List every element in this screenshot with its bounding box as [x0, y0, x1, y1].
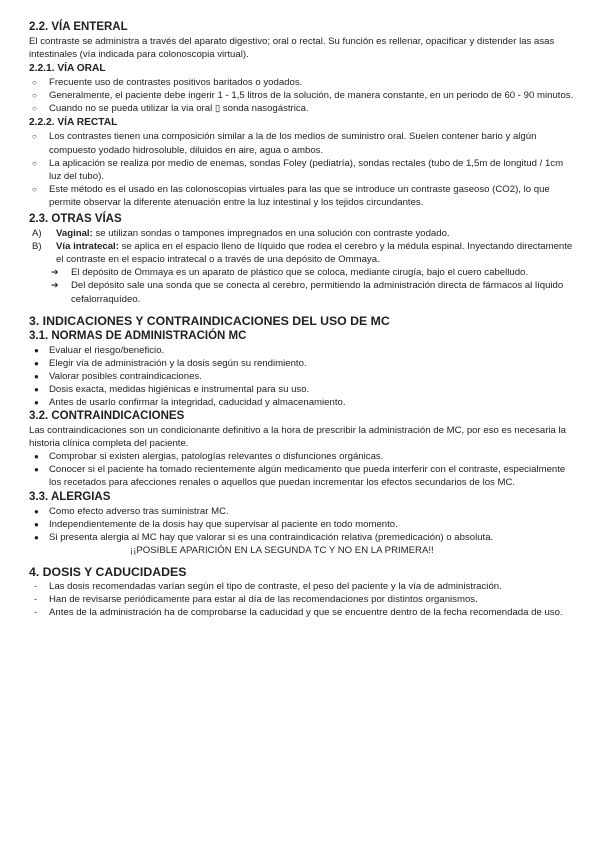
list-item: B) Vía intratecal: se aplica en el espacio lleno de líquido que rodea el cerebro y la médula espinal. Inyectando directamente el contraste en el espacio intratecal o a través de una depósito de Ommaya.: [32, 241, 573, 266]
bullet-icon: ●: [34, 532, 39, 542]
list-item: ● Conocer si el paciente ha tomado recientemente algún medicamento que pueda interferir con el contraste, especialmente los recetados para afecciones renales o aquellos que puedan incrementar los efectos secundarios de los MC.: [34, 464, 566, 489]
list-item: - Las dosis recomendadas varían según el tipo de contraste, el peso del paciente y la vía de administración.: [34, 580, 502, 592]
bullet-icon: ●: [34, 345, 39, 355]
dash-marker: -: [34, 607, 37, 618]
list-via-rectal: [29, 130, 574, 209]
list-item: ● Evaluar el riesgo/beneficio.: [34, 344, 165, 356]
paragraph-contraindicaciones: Las contraindicaciones son un condicionante definitivo a la hora de prescribir la administración de MC, por eso es necesaria la historia clínica completa del paciente.: [29, 425, 567, 450]
list-item: - Antes de la administración ha de comprobarse la caducidad y que se encuentre dentro de la fecha recomendada de uso.: [34, 607, 563, 619]
list-dosis: [29, 580, 574, 619]
heading-via-oral: 2.2.1. VÍA ORAL: [29, 63, 106, 75]
list-item: - Han de revisarse periódicamente para estar al día de las recomendaciones por distintos organismos.: [34, 594, 478, 605]
list-normas: [29, 344, 574, 409]
bullet-icon: ●: [34, 465, 39, 475]
list-item: ● Si presenta alergia al MC hay que valorar si es una contraindicación relativa (premedicación) o absoluta.: [34, 531, 494, 543]
list-item: ● Como efecto adverso tras suministrar MC.: [34, 505, 229, 517]
arrow-right-icon: ➔: [51, 267, 59, 278]
list-item: ○ Frecuente uso de contrastes positivos baritados o yodados.: [32, 77, 303, 89]
letter-marker: B): [32, 241, 42, 253]
circle-bullet-icon: ○: [32, 104, 37, 114]
bullet-icon: ●: [34, 358, 39, 368]
list-contraindicaciones: [29, 450, 574, 489]
bullet-icon: ●: [34, 397, 39, 407]
list-ommaya: [29, 266, 574, 305]
list-item: ● Independientemente de la dosis hay que supervisar al paciente en todo momento.: [34, 518, 398, 530]
bullet-icon: ●: [34, 506, 39, 516]
list-item: ○ Cuando no se pueda utilizar la via oral ▯ sonda nasogástrica.: [32, 103, 309, 115]
list-alergias: [29, 505, 574, 544]
list-item: ● Valorar posibles contraindicaciones.: [34, 370, 202, 382]
heading-via-rectal: 2.2.2. VÍA RECTAL: [29, 117, 118, 129]
list-otras-vias: [29, 227, 574, 266]
paragraph-via-enteral-intro: El contraste se administra a través del aparato digestivo; oral o rectal. Su función es rellenar, opacificar y distender las asas intestinales (vía indicada para colonoscopia virtual).: [29, 36, 555, 61]
letter-marker: A): [32, 228, 42, 240]
list-item: ➔ El depósito de Ommaya es un aparato de plástico que se coloca, mediante cirugía, bajo el cuero cabelludo.: [51, 267, 529, 279]
heading-alergias: 3.3. ALERGIAS: [29, 490, 111, 503]
list-item: ○ Este método es el usado en las colonoscopias virtuales para las que se introduce un contraste gaseoso (CO2), lo que permite observar la diferente atenuación entre la luz intestinal y los tejidos circundantes.: [32, 183, 550, 208]
circle-bullet-icon: ○: [32, 132, 37, 142]
document-page: [29, 20, 574, 619]
list-item: ○ Los contrastes tienen una composición similar a la de los medios de suministro oral. Suelen contener bario y algún compuesto yodado hidrosoluble, diluidos en aire, agua o ambos.: [32, 131, 537, 156]
dash-marker: -: [34, 580, 37, 591]
list-item: ➔ Del depósito sale una sonda que se conecta al cerebro, permitiendo la administración directa de fármacos al líquido cefalorraquídeo.: [51, 280, 564, 305]
list-via-oral: [29, 76, 574, 115]
arrow-right-icon: ➔: [51, 280, 59, 291]
bullet-icon: ●: [34, 384, 39, 394]
list-item: ● Dosis exacta, medidas higiénicas e instrumental para su uso.: [34, 383, 310, 395]
list-item: ○ La aplicación se realiza por medio de enemas, sondas Foley (pediatría), sondas rectales (tubo de 1,5m de longitud / 1cm luz del tubo).: [32, 157, 564, 182]
circle-bullet-icon: ○: [32, 184, 37, 194]
heading-via-enteral: 2.2. VÍA ENTERAL: [29, 21, 128, 33]
list-item: ● Antes de usarlo confirmar la integridad, caducidad y almacenamiento.: [34, 396, 346, 408]
circle-bullet-icon: ○: [32, 158, 37, 168]
heading-normas: 3.1. NORMAS DE ADMINISTRACIÓN MC: [29, 329, 247, 342]
bullet-icon: ●: [34, 371, 39, 381]
list-item: ● Comprobar si existen alergias, patologías relevantes o disfunciones orgánicas.: [34, 451, 384, 463]
heading-indicaciones: 3. INDICACIONES Y CONTRAINDICACIONES DEL USO DE MC: [29, 313, 390, 328]
heading-otras-vias: 2.3. OTRAS VÍAS: [29, 213, 122, 226]
list-item: A) Vaginal: se utilizan sondas o tampones impregnados en una solución con contraste yodado.: [32, 228, 450, 240]
list-item: ● Elegir vía de administración y la dosis según su rendimiento.: [34, 357, 307, 369]
heading-dosis-caducidades: 4. DOSIS Y CADUCIDADES: [29, 564, 187, 579]
heading-contraindicaciones: 3.2. CONTRAINDICACIONES: [29, 410, 185, 423]
dash-marker: -: [34, 594, 37, 604]
alergias-warning-note: ¡¡POSIBLE APARICIÓN EN LA SEGUNDA TC Y NO EN LA PRIMERA!!: [130, 544, 434, 556]
list-item: ○ Generalmente, el paciente debe ingerir 1 - 1,5 litros de la solución, de manera constante, en un periodo de 60 - 90 minutos.: [32, 90, 574, 102]
bullet-icon: ●: [34, 452, 39, 462]
circle-bullet-icon: ○: [32, 91, 37, 101]
circle-bullet-icon: ○: [32, 78, 37, 88]
bullet-icon: ●: [34, 519, 39, 529]
